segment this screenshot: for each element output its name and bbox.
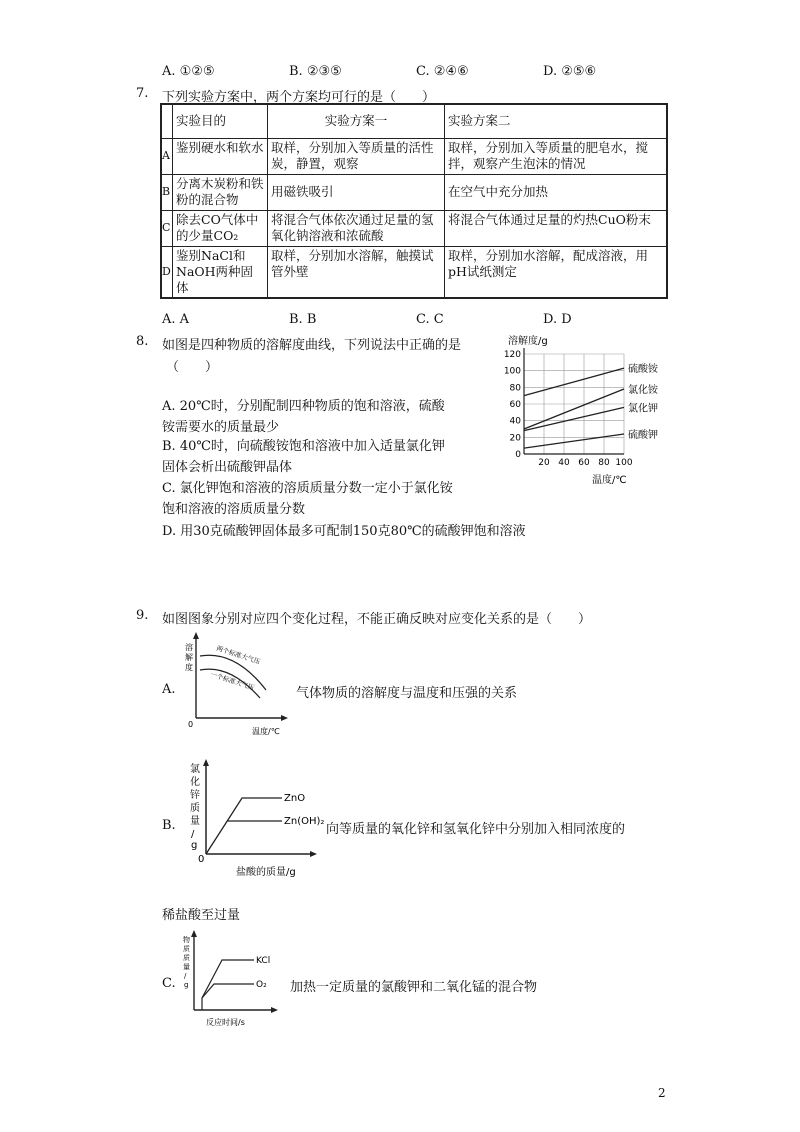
q7-option-d: D. D [543, 312, 572, 327]
y-tick-label: 20 [509, 433, 521, 444]
page-number: 2 [658, 1086, 666, 1100]
q8-stem: 如图是四种物质的溶解度曲线，下列说法中正确的是 [162, 338, 462, 353]
series-line [524, 389, 624, 429]
ylabel-char: 度 [185, 663, 193, 672]
q8-option-b [162, 436, 445, 478]
row-plan1: 取样，分别加入等质量的活性炭，静置，观察 [268, 138, 445, 174]
q7-header-plan1: 实验方案一 [268, 104, 445, 138]
ylabel-char: 物 [183, 936, 190, 944]
q7-number: 7. [136, 86, 149, 101]
q8-option-a [162, 396, 445, 438]
q7-header-blank [161, 104, 173, 138]
ylabel-char: g [184, 981, 189, 989]
graph-a-xlabel: 温度/℃ [252, 727, 280, 736]
ylabel-char: 质 [183, 945, 190, 953]
table-row [161, 246, 667, 298]
q6-option-b: B. ②③⑤ [289, 64, 342, 79]
q8-option-c [162, 478, 453, 520]
ylabel-char: 量 [190, 816, 200, 827]
q7-option-a: A. A [162, 312, 190, 327]
graph-b-xlabel: 盐酸的质量/g [236, 867, 296, 878]
ylabel-char: / [191, 829, 195, 840]
graph-c-xlabel: 反应时间/s [206, 1018, 245, 1027]
series-label: 硫酸铵 [628, 364, 658, 376]
chart-ticks [504, 350, 633, 468]
graph-a-origin: 0 [188, 720, 194, 729]
x-arrow-icon [271, 1007, 278, 1013]
row-purpose: 除去CO气体中的少量CO₂ [173, 210, 268, 246]
graph-b-ylabel [190, 762, 200, 851]
row-plan2: 将混合气体通过足量的灼热CuO粉末 [445, 210, 668, 246]
row-label: D [161, 246, 173, 298]
q7-table [160, 103, 668, 299]
row-label: A [161, 138, 173, 174]
q9-c-graph [180, 928, 280, 1032]
row-plan1: 将混合气体依次通过足量的氢氧化钠溶液和浓硫酸 [268, 210, 445, 246]
table-row [161, 174, 667, 210]
series-label: 氯化铵 [628, 385, 658, 396]
x-tick-label: 100 [615, 458, 633, 468]
series-label: 氯化钾 [628, 403, 658, 415]
row-purpose: 分离木炭粉和铁粉的混合物 [173, 174, 268, 210]
y-tick-label: 0 [515, 450, 521, 460]
graph-a-ylabel [185, 642, 193, 672]
chart-axes [524, 348, 624, 454]
y-tick-label: 60 [509, 400, 521, 410]
curve-kcl-label: KCl [256, 956, 271, 966]
q9-stem: 如图图象分别对应四个变化过程，不能正确反映对应变化关系的是（ ） [162, 612, 592, 627]
series-line [524, 407, 624, 430]
row-plan1: 取样，分别加水溶解，触摸试管外壁 [268, 246, 445, 298]
q7-header-purpose: 实验目的 [173, 104, 268, 138]
curve-one-atm-label: 一个标准大气压 [209, 670, 256, 692]
row-plan2: 取样，分别加水溶解，配成溶液，用pH试纸测定 [445, 246, 668, 298]
q8-option-c-line2: 饱和溶液的溶质质量分数 [162, 502, 306, 517]
y-tick-label: 40 [509, 416, 521, 427]
q9-number: 9. [136, 608, 149, 623]
x-arrow-icon [281, 715, 288, 721]
q7-stem: 下列实验方案中，两个方案均可行的是（ ） [162, 90, 436, 105]
q8-option-d: D. 用30克硫酸钾固体最多可配制150克80℃的硫酸钾饱和溶液 [162, 524, 526, 539]
chart-y-axis-label: 溶解度/g [508, 336, 548, 347]
ylabel-char: 解 [185, 653, 193, 662]
q9-a-graph [180, 630, 290, 740]
row-label: C [161, 210, 173, 246]
ylabel-char: 溶 [185, 643, 193, 652]
q9-b-label: B. [162, 818, 176, 833]
row-purpose: 鉴别硬水和软水 [173, 138, 268, 174]
curve-two-atm-label: 两个标准大气压 [215, 644, 262, 666]
ylabel-char: 锌 [190, 790, 200, 801]
x-tick-label: 60 [578, 458, 590, 468]
q8-option-b-line1: B. 40℃时，向硫酸铵饱和溶液中加入适量氯化钾 [162, 439, 445, 454]
row-plan2: 取样，分别加入等质量的肥皂水，搅拌，观察产生泡沫的情况 [445, 138, 668, 174]
graph-c-ylabel [183, 935, 190, 989]
q7-header-plan2: 实验方案二 [445, 104, 668, 138]
q8-option-a-line2: 铵需要水的质量最少 [162, 420, 280, 435]
chart-x-axis-label: 温度/℃ [592, 475, 627, 486]
q9-b-text: 向等质量的氧化锌和氢氧化锌中分别加入相同浓度的 [326, 822, 626, 837]
y-arrow-icon [203, 759, 209, 766]
q9-a-label: A. [162, 682, 176, 697]
q7-option-c: C. C [416, 312, 444, 327]
q7-option-b: B. B [289, 312, 317, 327]
y-tick-label: 100 [503, 366, 521, 377]
ylabel-char: 量 [183, 963, 190, 971]
table-row [161, 210, 667, 246]
q9-b-text-cont: 稀盐酸至过量 [162, 908, 241, 923]
q8-option-c-line1: C. 氯化钾饱和溶液的溶质质量分数一定小于氯化铵 [162, 481, 453, 496]
row-purpose: 鉴别NaCl和NaOH两种固体 [173, 246, 268, 298]
curve-znoh2-label: Zn(OH)₂ [284, 816, 325, 827]
x-tick-label: 80 [598, 458, 610, 468]
row-plan2: 在空气中充分加热 [445, 174, 668, 210]
curve-zno [206, 798, 282, 854]
series-label: 硫酸钾 [628, 430, 658, 441]
q6-option-a: A. ①②⑤ [162, 64, 215, 79]
q8-number: 8. [136, 334, 149, 349]
y-tick-label: 80 [509, 383, 521, 394]
ylabel-char: / [184, 972, 187, 980]
q8-option-b-line2: 固体会析出硫酸钾晶体 [162, 460, 293, 475]
row-plan1: 用磁铁吸引 [268, 174, 445, 210]
curve-o2 [202, 984, 254, 998]
curve-zno-label: ZnO [284, 793, 306, 804]
ylabel-char: 质 [183, 954, 190, 962]
x-arrow-icon [310, 851, 317, 857]
ylabel-char: g [191, 840, 198, 851]
q7-table-header [161, 104, 667, 138]
q8-stem-paren: （ ） [166, 360, 219, 375]
y-arrow-icon [191, 930, 197, 937]
q9-a-text: 气体物质的溶解度与温度和压强的关系 [296, 686, 518, 701]
series-line [524, 368, 624, 396]
ylabel-char: 质 [190, 803, 200, 814]
graph-b-origin: 0 [198, 854, 205, 865]
y-tick-label: 120 [503, 350, 521, 360]
solubility-chart [500, 330, 680, 490]
q6-option-d: D. ②⑤⑥ [543, 64, 597, 79]
curve-o2-label: O₂ [256, 980, 267, 990]
chart-grid [524, 354, 624, 454]
curve-kcl [202, 960, 254, 1010]
series-line [524, 434, 624, 448]
q8-option-a-line1: A. 20℃时，分别配制四种物质的饱和溶液，硫酸 [162, 399, 445, 414]
q6-option-c: C. ②④⑥ [416, 64, 469, 79]
ylabel-char: 氯 [190, 764, 200, 775]
x-tick-label: 40 [558, 458, 570, 468]
row-label: B [161, 174, 173, 210]
y-arrow-icon [193, 632, 199, 639]
x-tick-label: 20 [538, 458, 550, 468]
q9-b-graph [178, 758, 325, 882]
ylabel-char: 化 [190, 777, 200, 788]
q9-c-text: 加热一定质量的氯酸钾和二氧化锰的混合物 [290, 980, 538, 995]
q9-c-label: C. [162, 976, 176, 991]
table-row [161, 138, 667, 174]
